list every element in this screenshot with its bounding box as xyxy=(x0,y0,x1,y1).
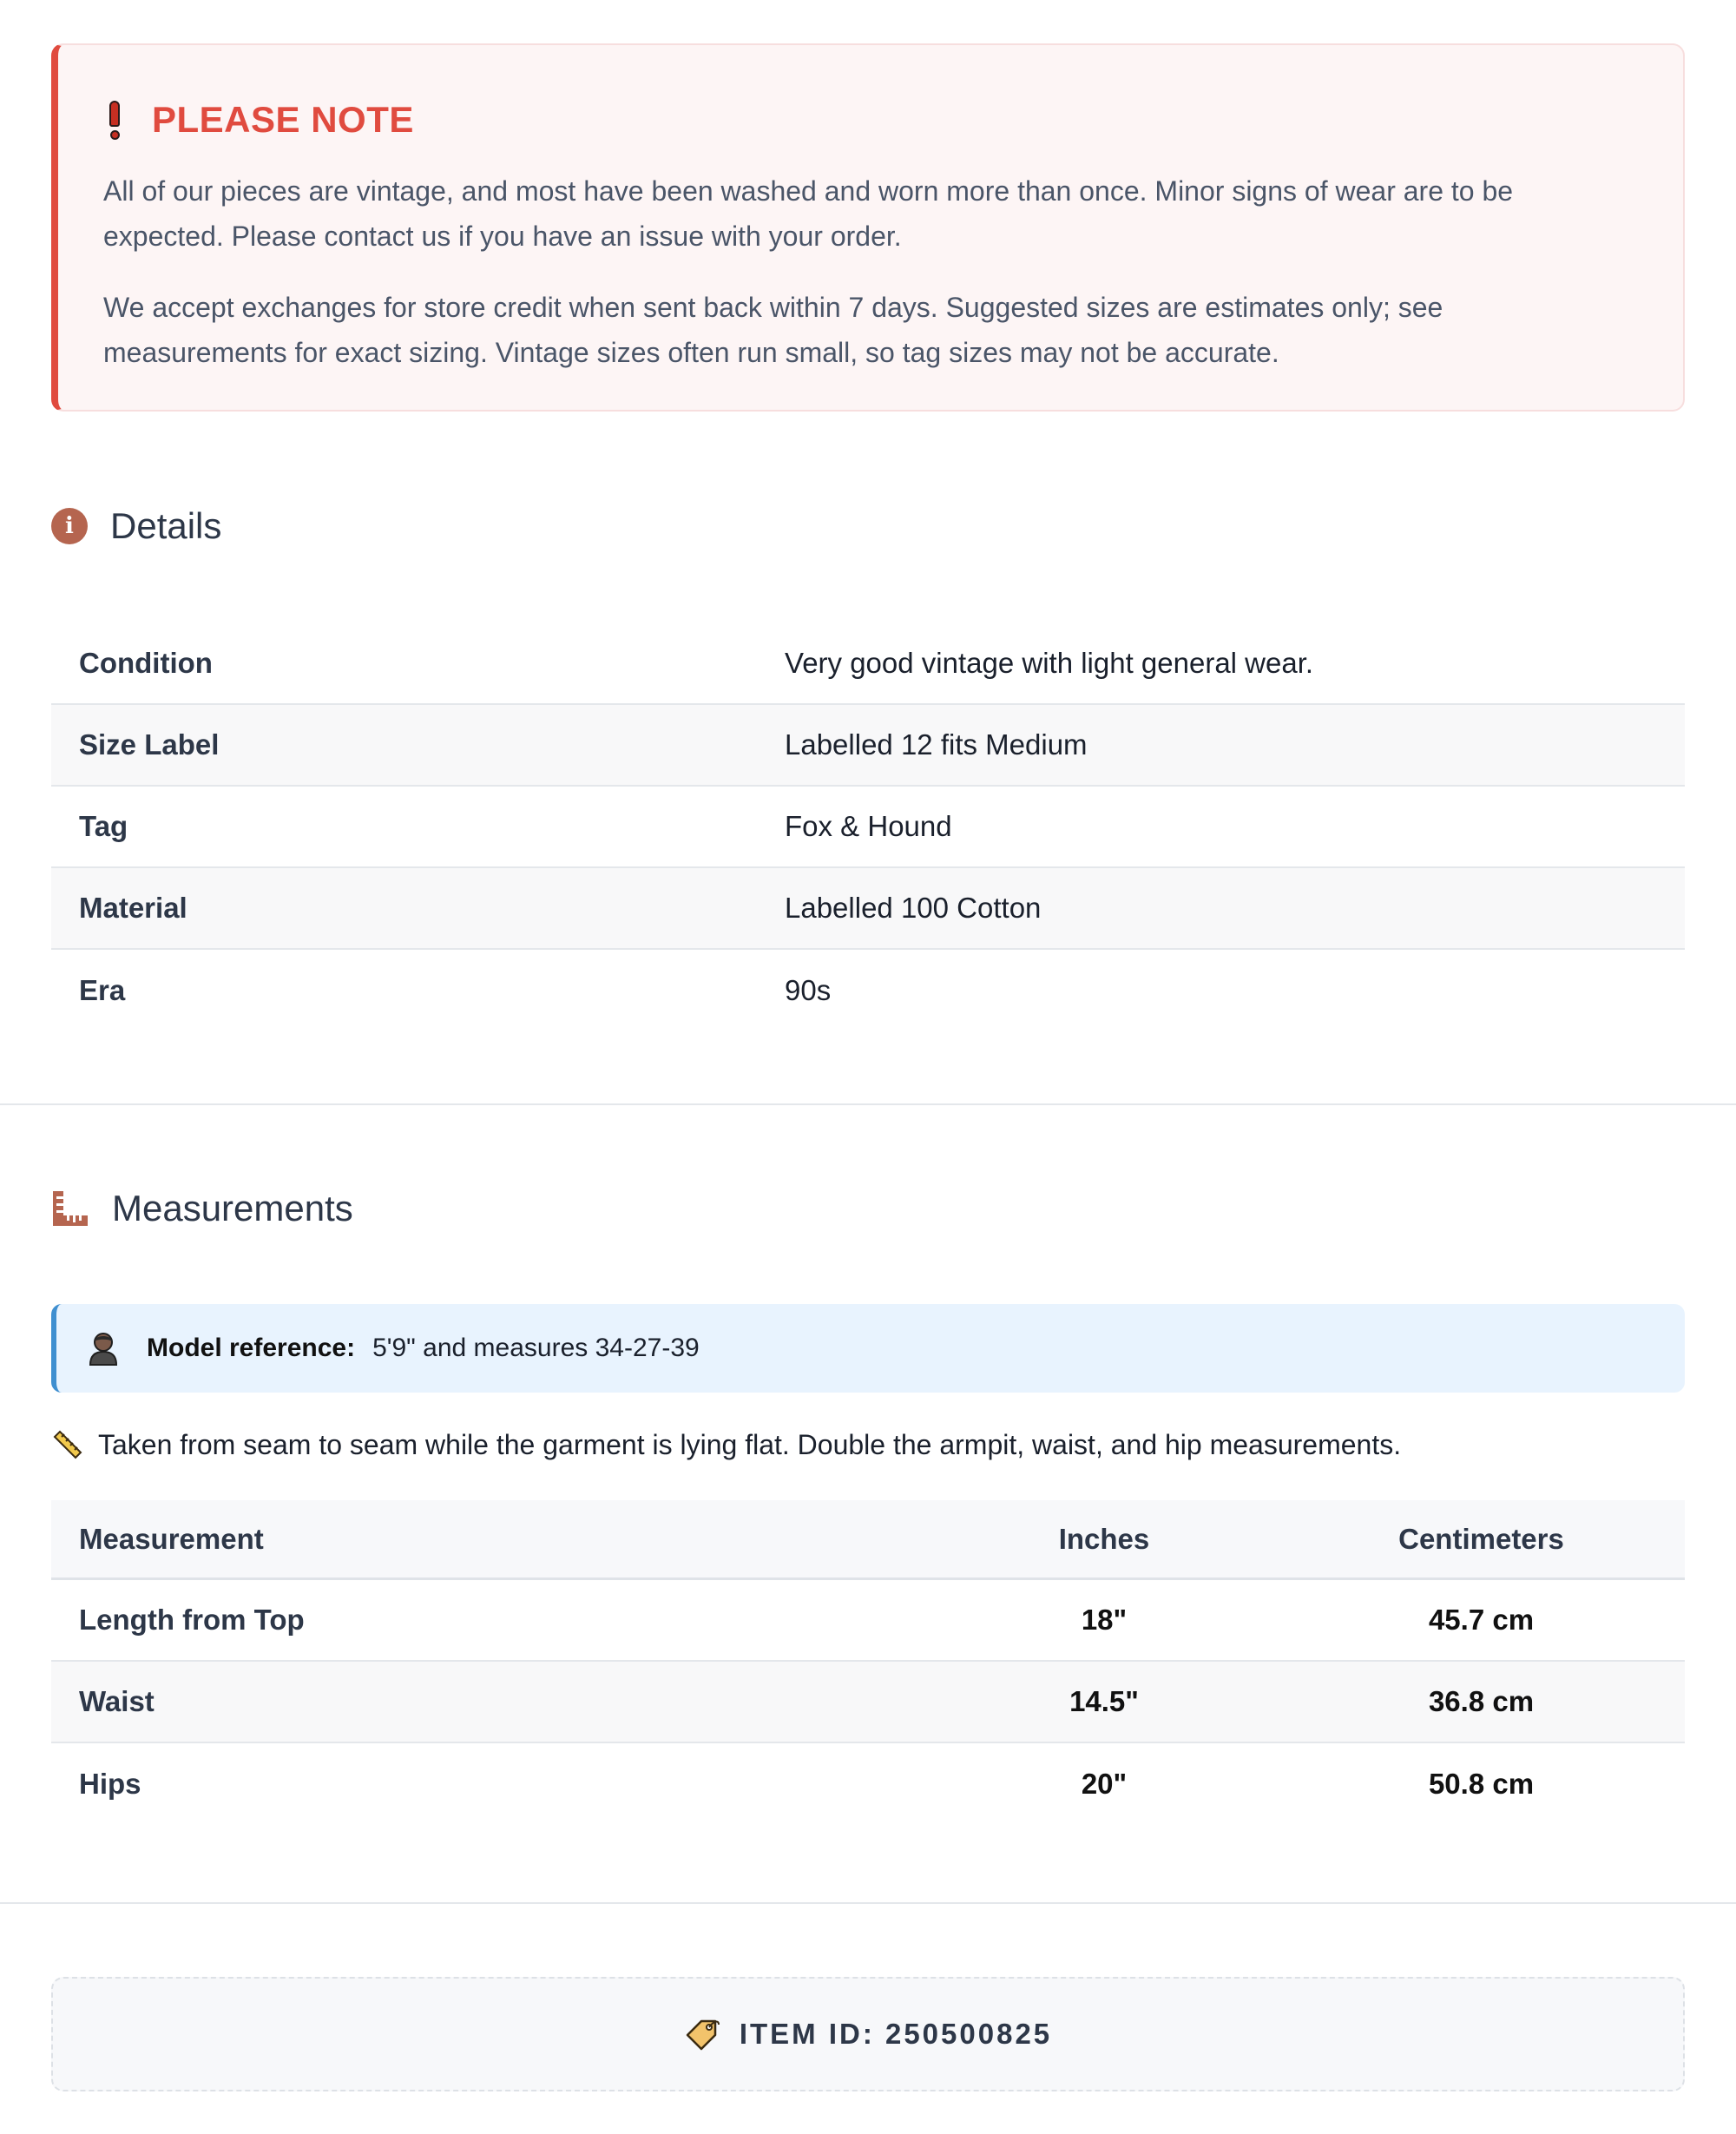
details-title: Details xyxy=(110,505,222,546)
measurement-cm: 50.8 cm xyxy=(1428,1768,1535,1800)
table-header-row xyxy=(51,1500,1685,1580)
details-value: Labelled 12 fits Medium xyxy=(785,728,1088,761)
table-row xyxy=(51,1580,1685,1662)
details-row xyxy=(51,868,1685,950)
details-row xyxy=(51,623,1685,705)
person-icon xyxy=(88,1331,119,1366)
section-divider xyxy=(0,1103,1736,1105)
model-reference-box xyxy=(51,1304,1685,1393)
info-icon: i xyxy=(51,508,88,544)
details-value: Very good vintage with light general wear. xyxy=(785,647,1314,679)
details-label: Era xyxy=(79,974,126,1006)
measurement-note xyxy=(51,1428,1401,1461)
please-note-box xyxy=(51,43,1685,412)
model-reference-label: Model reference: xyxy=(147,1334,356,1362)
ruler-icon xyxy=(51,1189,89,1228)
measurements-table xyxy=(51,1500,1685,1825)
measurements-title: Measurements xyxy=(112,1188,353,1228)
measurement-name: Hips xyxy=(79,1768,141,1800)
table-row xyxy=(51,1743,1685,1825)
measurement-name: Waist xyxy=(79,1685,155,1717)
measurement-cm: 36.8 cm xyxy=(1428,1685,1535,1717)
measurement-inches: 18" xyxy=(1081,1604,1128,1636)
details-label: Size Label xyxy=(79,728,220,761)
details-value: 90s xyxy=(785,974,832,1006)
details-label: Material xyxy=(79,892,187,924)
column-header: Centimeters xyxy=(1398,1522,1564,1555)
measurement-note-text: Taken from seam to seam while the garment is lying flat. Double the armpit, waist, and hip measurements. xyxy=(98,1428,1402,1460)
table-row xyxy=(51,1662,1685,1743)
notice-paragraph: All of our pieces are vintage, and most have been washed and worn more than once. Minor signs of wear are to be expected. Please contact us if you have an issue with your order. xyxy=(103,175,1514,252)
notice-header xyxy=(103,94,1633,146)
measurement-name: Length from Top xyxy=(79,1604,305,1636)
section-divider xyxy=(0,1902,1736,1904)
details-label: Tag xyxy=(79,810,128,842)
measurement-inches: 20" xyxy=(1081,1768,1128,1800)
column-header: Inches xyxy=(1058,1522,1150,1555)
item-id-text: ITEM ID: 250500825 xyxy=(739,2018,1053,2050)
tag-icon xyxy=(684,2016,720,2052)
item-id-box xyxy=(51,1977,1685,2091)
details-label: Condition xyxy=(79,647,213,679)
details-heading xyxy=(51,505,221,547)
column-header: Measurement xyxy=(79,1522,264,1555)
notice-paragraph: We accept exchanges for store credit when sent back within 7 days. Suggested sizes are estimates only; see measurements for exact sizing. Vintage sizes often run small, so tag sizes may not be accurate. xyxy=(103,292,1443,368)
details-value: Labelled 100 Cotton xyxy=(785,892,1042,924)
notice-title: PLEASE NOTE xyxy=(152,99,414,140)
details-row xyxy=(51,705,1685,787)
details-value: Fox & Hound xyxy=(785,810,952,842)
exclamation-icon xyxy=(103,101,126,140)
measurement-inches: 14.5" xyxy=(1069,1685,1139,1717)
measurements-heading xyxy=(51,1188,353,1229)
measurement-cm: 45.7 cm xyxy=(1428,1604,1535,1636)
details-row xyxy=(51,787,1685,868)
ruler-pencil-icon xyxy=(51,1428,84,1461)
model-reference-value: 5'9" and measures 34-27-39 xyxy=(372,1334,700,1362)
details-table xyxy=(51,623,1685,1031)
details-row xyxy=(51,950,1685,1031)
